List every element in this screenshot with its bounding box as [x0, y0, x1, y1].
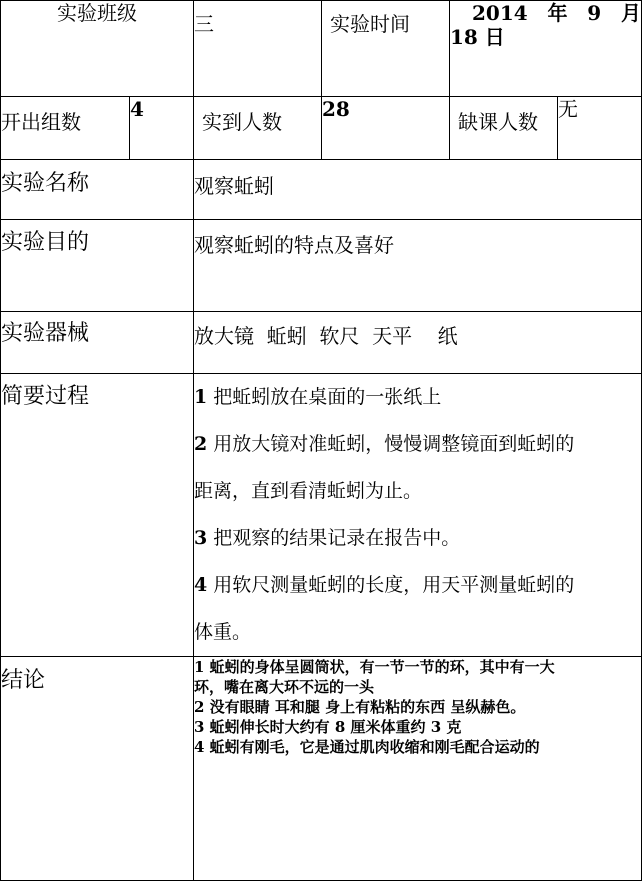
date-month: 9: [587, 1, 602, 25]
absent-value: 无: [558, 97, 642, 160]
process-step: 距离，直到看清蚯蚓为止。: [194, 480, 423, 502]
time-label: 实验时间: [322, 1, 450, 97]
attendance-label: 实到人数: [194, 97, 322, 160]
date-line-1: [450, 1, 641, 25]
class-label: 实验班级: [1, 1, 194, 97]
date-month-unit: 月: [620, 1, 641, 25]
purpose-label: 实验目的: [1, 220, 194, 312]
row-counts: [1, 97, 642, 160]
attendance-value: 28: [322, 97, 450, 160]
row-class-time: [1, 1, 642, 97]
row-equipment: [1, 312, 642, 374]
conclusion-line: 2 没有眼睛 耳和腿 身上有粘粘的东西 呈纵赫色。: [194, 698, 526, 716]
date-day: 18 日: [450, 25, 505, 49]
process-step: 2 用放大镜对准蚯蚓，慢慢调整镜面到蚯蚓的: [194, 433, 575, 455]
groups-label: 开出组数: [1, 97, 130, 160]
process-step: 3 把观察的结果记录在报告中。: [194, 527, 461, 549]
equipment-value: 放大镜 蚯蚓 软尺 天平 纸: [194, 312, 642, 374]
process-step: 4 用软尺测量蚯蚓的长度，用天平测量蚯蚓的: [194, 574, 575, 596]
name-value: 观察蚯蚓: [194, 160, 642, 220]
process-label: 简要过程: [1, 374, 194, 657]
row-purpose: [1, 220, 642, 312]
row-name: [1, 160, 642, 220]
conclusion-text: [194, 657, 642, 881]
groups-value: 4: [130, 97, 194, 160]
conclusion-line: 4 蚯蚓有刚毛，它是通过肌肉收缩和刚毛配合运动的: [194, 738, 540, 756]
equipment-label: 实验器械: [1, 312, 194, 374]
conclusion-line: 1 蚯蚓的身体呈圆筒状，有一节一节的环，其中有一大: [194, 658, 555, 676]
conclusion-label: 结论: [1, 657, 194, 881]
date-year: 2014: [472, 1, 528, 25]
row-process: [1, 374, 642, 657]
class-value: 三: [194, 1, 322, 97]
experiment-date: [450, 1, 642, 97]
date-year-unit: 年: [547, 1, 568, 25]
process-steps: [194, 374, 642, 657]
absent-label: 缺课人数: [450, 97, 558, 160]
name-label: 实验名称: [1, 160, 194, 220]
process-step: 体重。: [194, 621, 252, 643]
conclusion-line: 3 蚯蚓伸长时大约有 8 厘米体重约 3 克: [194, 718, 462, 736]
process-step: 1 把蚯蚓放在桌面的一张纸上: [194, 386, 442, 408]
row-conclusion: [1, 657, 642, 881]
conclusion-line: 环，嘴在离大环不远的一头: [194, 678, 375, 696]
purpose-value: 观察蚯蚓的特点及喜好: [194, 220, 642, 312]
